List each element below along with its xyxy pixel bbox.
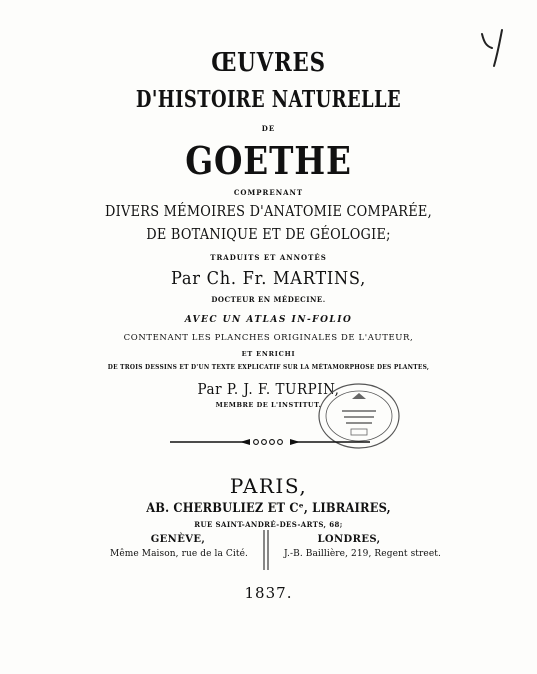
ornament-rule [170,437,370,447]
geneva-city: GENÈVE, [150,534,206,545]
london-imprint [284,534,484,559]
title-line-2: D'HISTOIRE NATURELLE [135,86,402,113]
london-city: LONDRES, [317,534,381,545]
illustrator-title: MEMBRE DE L'INSTITUT. [215,401,322,409]
subtitle-line-2: DE BOTANIQUE ET DE GÉOLOGIE; [146,225,391,243]
atlas-line: AVEC UN ATLAS IN-FOLIO [184,315,353,325]
title-line-1: ŒUVRES [211,48,326,78]
publisher-name: AB. CHERBULIEZ ET Cᵉ, LIBRAIRES, [146,501,391,516]
publisher-address: RUE SAINT-ANDRÉ-DES-ARTS, 68; [194,520,343,529]
translator-title: DOCTEUR EN MÉDECINE. [211,295,326,304]
illustrator-name: Par P. J. F. TURPIN, [197,380,340,398]
geneva-imprint [48,534,248,559]
translator-name: Par Ch. Fr. MARTINS, [170,268,366,289]
enrichi-line: ET ENRICHI [241,350,296,358]
comprenant-label: COMPRENANT [233,188,304,197]
london-address: J.-B. Baillière, 219, Regent street. [284,549,441,559]
imprint-divider [262,530,270,570]
traduits-label: TRADUITS ET ANNOTÉS [210,253,327,262]
author-name: GOETHE [185,138,352,183]
dessins-line: DE TROIS DESSINS ET D'UN TEXTE EXPLICATIF SUR LA MÉTAMORPHOSE DES PLANTES, [107,363,430,371]
geneva-address: Même Maison, rue de la Cité. [110,549,248,559]
contenant-line: CONTENANT LES PLANCHES ORIGINALES DE L'AUTEUR, [123,333,414,343]
subtitle-line-1: DIVERS MÉMOIRES D'ANATOMIE COMPARÉE, [105,202,432,220]
imprint-city: PARIS, [229,474,308,498]
publication-year: 1837. [244,584,293,602]
title-de: DE [261,124,276,133]
